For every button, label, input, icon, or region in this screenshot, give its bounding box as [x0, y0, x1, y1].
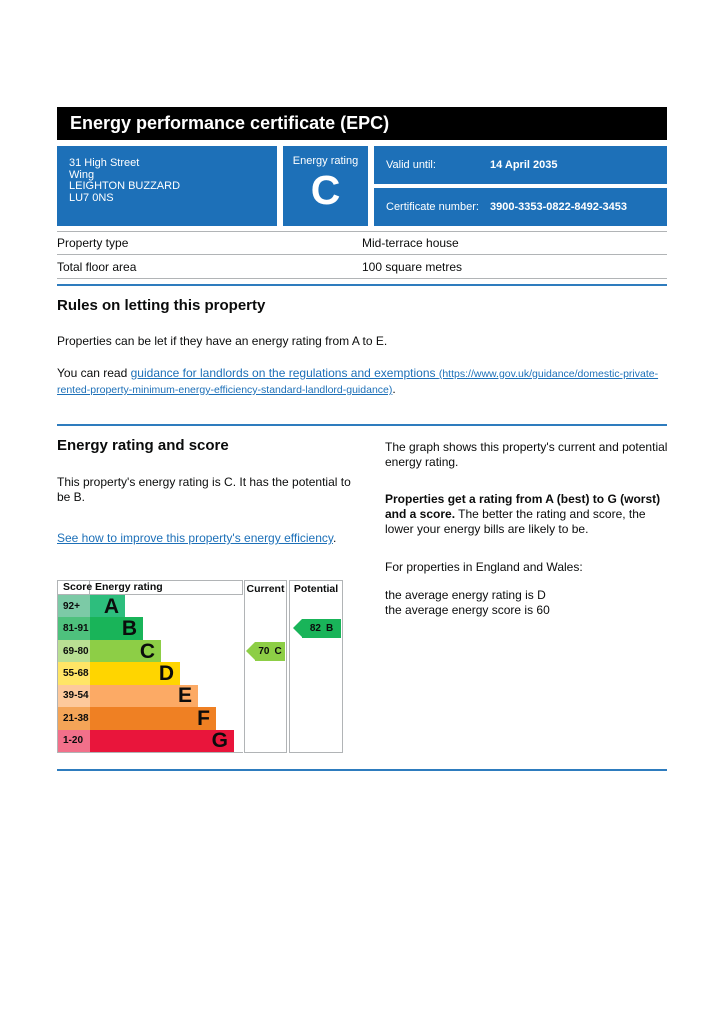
graph-intro-text: The graph shows this property's current and potential energy rating. [385, 440, 668, 469]
current-letter: C [274, 645, 282, 657]
rating-summary-text: This property's energy rating is C. It has the potential to be B. [57, 475, 351, 504]
band-bar [90, 595, 125, 617]
potential-letter: B [325, 623, 334, 635]
table-row-label: Property type [57, 236, 129, 250]
band-row [58, 730, 243, 752]
valid-until-label: Valid until: [386, 159, 436, 171]
band-letter: A [103, 594, 119, 618]
band-letter: G [211, 729, 228, 753]
address-line: Wing [69, 168, 95, 181]
rating-column-header: Energy rating [95, 581, 163, 593]
table-row-value: 100 square metres [362, 259, 463, 274]
average-rating-line: the average energy rating is D [385, 588, 546, 602]
band-score-range: 39-54 [58, 685, 90, 707]
property-summary-table [57, 231, 667, 279]
rules-section [57, 297, 667, 398]
band-bar [90, 640, 161, 662]
band-bar [90, 707, 216, 729]
address-line: LU7 0NS [69, 191, 114, 204]
table-row-value: Mid-terrace house [362, 236, 459, 250]
band-letter: B [121, 617, 137, 641]
letting-guidance-suffix: . [392, 382, 396, 396]
energy-rating-box [283, 146, 368, 226]
rating-bands-block [57, 580, 243, 753]
section-divider [57, 769, 667, 771]
certificate-number-value: 3900-3353-0822-8492-3453 [490, 201, 628, 213]
potential-column-header: Potential [293, 583, 339, 595]
landlord-guidance-link[interactable] [57, 366, 658, 396]
section-divider [57, 284, 667, 286]
band-bar [90, 730, 234, 752]
potential-rating-arrow [293, 619, 341, 638]
band-letter: E [177, 684, 192, 708]
band-score-range: 81-91 [58, 617, 90, 639]
band-row [58, 617, 243, 639]
potential-arrow-tip-icon [293, 619, 302, 637]
band-score-range: 1-20 [58, 730, 90, 752]
letting-rule-text: Properties can be let if they have an energy rating from A to E. [57, 334, 388, 348]
improve-efficiency-link[interactable] [57, 531, 333, 545]
current-arrow-label [255, 642, 285, 661]
landlord-guidance-link-url: (https://www.gov.uk/guidance/domestic-private-rented-property-minimum-energy-efficiency-standard-landlord-guidance) [57, 368, 659, 396]
rating-explanation-bold: Properties get a rating from A (best) to G (worst) and a score. [385, 492, 661, 521]
band-bar [90, 617, 143, 639]
energy-rating-letter: C [310, 167, 341, 213]
band-bar [90, 662, 180, 684]
score-column-header: Score [58, 581, 90, 594]
current-rating-column [244, 580, 287, 753]
average-intro-text: For properties in England and Wales: [385, 560, 583, 574]
letting-guidance-prefix: You can read [57, 366, 131, 380]
band-score-range: 21-38 [58, 707, 90, 729]
average-score-line: the average energy score is 60 [385, 603, 550, 617]
band-rows [57, 595, 243, 753]
address-line: 31 High Street [69, 157, 140, 169]
band-row [58, 685, 243, 707]
improve-link-suffix: . [332, 531, 337, 545]
band-row [58, 707, 243, 729]
property-address [57, 146, 277, 226]
table-row-label: Total floor area [57, 259, 137, 274]
rating-explanation-column [385, 437, 671, 618]
band-score-range: 55-68 [58, 662, 90, 684]
page-title: Energy performance certificate (EPC) [57, 107, 667, 140]
band-score-range: 92+ [58, 595, 90, 617]
valid-until-value: 14 April 2035 [490, 159, 558, 171]
letting-guidance-paragraph [57, 366, 667, 398]
band-row [58, 662, 243, 684]
potential-score: 82 [309, 623, 321, 635]
potential-arrow-label [302, 619, 341, 638]
rating-score-heading: Energy rating and score [57, 437, 229, 454]
band-letter: F [197, 706, 210, 730]
band-bar [90, 685, 198, 707]
certificate-number-box [374, 188, 667, 226]
certificate-summary [57, 146, 667, 226]
validity-column [374, 146, 667, 226]
rules-heading: Rules on letting this property [57, 297, 266, 314]
average-values-text [385, 588, 671, 618]
energy-rating-label: Energy rating [292, 155, 359, 167]
improve-efficiency-link-text: See how to improve this property's energy efficiency [57, 531, 333, 545]
rating-explanation-text [385, 492, 671, 537]
landlord-guidance-link-text: guidance for landlords on the regulations and exemptions [130, 366, 436, 380]
rating-score-section [57, 437, 357, 546]
band-letter: D [158, 661, 174, 685]
current-score: 70 [258, 645, 270, 657]
table-row [57, 255, 667, 279]
band-row [58, 595, 243, 617]
table-row [57, 231, 667, 255]
improve-paragraph [57, 531, 357, 546]
valid-until-box [374, 146, 667, 184]
rating-explanation-rest: The better the rating and score, the lower your energy bills are likely to be. [385, 507, 646, 536]
potential-rating-column [289, 580, 343, 753]
current-arrow-tip-icon [246, 642, 255, 660]
current-rating-arrow [246, 642, 285, 661]
section-divider [57, 424, 667, 426]
band-score-range: 69-80 [58, 640, 90, 662]
chart-header-row [57, 580, 243, 595]
current-column-header: Current [246, 583, 285, 595]
epc-rating-graph [57, 580, 345, 754]
certificate-number-label: Certificate number: [386, 201, 479, 213]
address-line: LEIGHTON BUZZARD [69, 180, 181, 192]
band-row [58, 640, 243, 662]
band-letter: C [139, 639, 155, 663]
